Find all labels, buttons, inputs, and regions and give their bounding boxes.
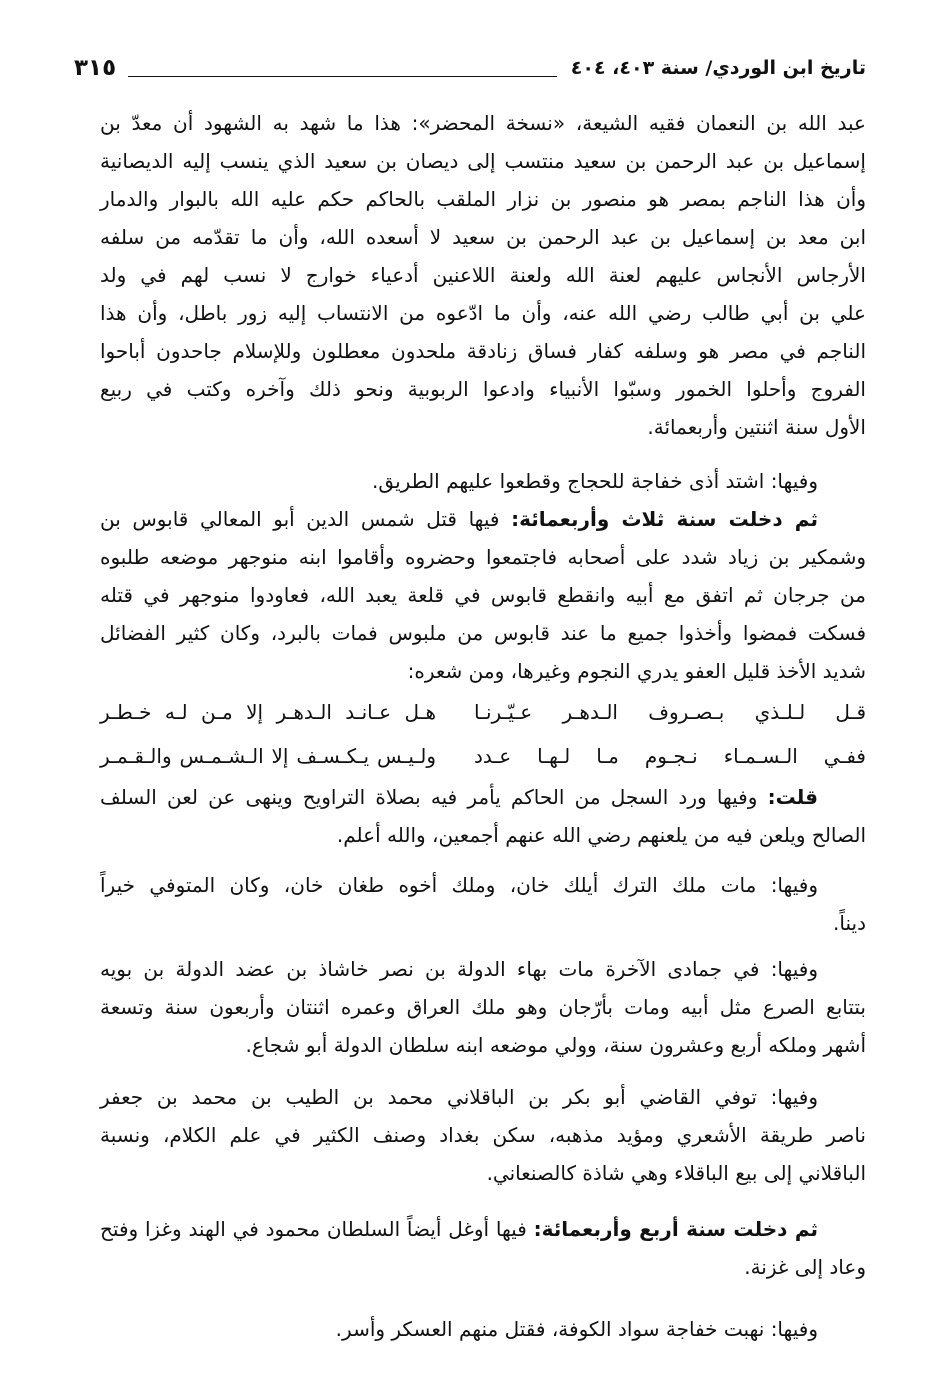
text-line: وشمكير بن زياد شدد على أصحابه فاجتمعوا وحضروه وأقاموا ابنه منوجهر موضعه طلبوه	[100, 545, 866, 569]
text-line: ابن معد بن إسماعيل بن عبد الرحمن بن سعيد لا أسعده الله، وأن ما تقدّمه من سلفه	[100, 225, 866, 249]
text-line: وفيها: مات ملك الترك أيلك خان، وملك أخوه طغان خان، وكان المتوفي خيراً	[100, 873, 818, 897]
text-line	[100, 1210, 866, 1248]
line-text: فيها أوغل أيضاً السلطان محمود في الهند وغزا وفتح	[100, 1217, 527, 1241]
paragraph	[100, 104, 866, 446]
paragraph	[100, 1078, 866, 1192]
line-text: وفيها ورد السجل من الحاكم يأمر فيه بصلاة التراويح وينهى عن لعن السلف	[100, 785, 758, 809]
text-line: وأن هذا الناجم بمصر هو منصور بن نزار الملقب بالحاكم حكم عليه الله بالبوار والدمار	[100, 187, 866, 211]
text-line: الصالح ويلعن فيه من يلعنهم رضي الله عنهم أجمعين، والله أعلم.	[336, 823, 866, 847]
line-text: فيها قتل شمس الدين أبو المعالي قابوس بن	[100, 507, 500, 531]
poem	[100, 690, 866, 778]
text-line: علي بن أبي طالب رضي الله عنه، وأن ما ادّعوه من الانتساب إليه زور باطل، وأن هذا	[100, 301, 866, 325]
text-body	[100, 104, 866, 1348]
text-line: الأرجاس الأنجاس عليهم لعنة الله ولعنة اللاعنين أدعياء خوارج لا نسب لهم في ولد	[100, 263, 866, 287]
paragraph	[100, 462, 866, 500]
text-line	[100, 500, 866, 538]
running-header	[74, 50, 866, 86]
paragraph	[100, 778, 866, 854]
paragraph	[100, 1310, 866, 1348]
text-line: إسماعيل بن عبد الرحمن بن سعيد منتسب إلى ديصان بن سعيد الذي ينسب إليه الديصانية	[100, 149, 866, 173]
text-line: وفيها: توفي القاضي أبو بكر بن الباقلاني محمد بن الطيب بن محمد بن جعفر	[100, 1085, 818, 1109]
section-heading: ثم دخلت سنة أربع وأربعمائة:	[533, 1217, 819, 1241]
text-line: وعاد إلى غزنة.	[744, 1255, 866, 1279]
section-heading: ثم دخلت سنة ثلاث وأربعمائة:	[511, 507, 819, 531]
paragraph	[100, 866, 866, 942]
text-line: وفيها: اشتد أذى خفاجة للحجاج وقطعوا عليهم الطريق.	[372, 469, 818, 493]
hemistich-first: قـل لـلـذي بـصـروف الـدهـر عـيّـرنـا	[474, 700, 866, 724]
verse	[100, 734, 866, 778]
text-line: الباقلاني إلى بيع الباقلاء وهي شاذة كالصنعاني.	[486, 1161, 866, 1185]
hemistich-second: ولـيـس يـكـسـف إلا الـشـمـس والـقـمـر	[100, 744, 436, 768]
text-line: فسكت فمضوا وأخذوا جميع ما عند قابوس من ملبوس فمات بالبرد، وكان كثير الفضائل	[100, 621, 866, 645]
hemistich-second: هـل عـانـد الـدهـر إلا مـن لـه خـطـر	[100, 700, 436, 724]
text-line: وفيها: نهبت خفاجة سواد الكوفة، فقتل منهم العسكر وأسر.	[335, 1317, 818, 1341]
text-line: عبد الله بن النعمان فقيه الشيعة، «نسخة المحضر»: هذا ما شهد به الشهود أن معدّ بن	[100, 111, 866, 135]
text-line	[100, 778, 866, 816]
text-line: ناصر طريقة الأشعري ومؤيد مذهبه، سكن بغداد وصنف الكثير في علم الكلام، ونسبة	[100, 1123, 866, 1147]
text-line: الناجم في مصر هو وسلفه كفار فساق زنادقة ملحدون معطلون وللإسلام جاحدون أباحوا	[100, 339, 866, 363]
text-line: الأول سنة اثنتين وأربعمائة.	[647, 415, 866, 439]
text-line: الفروج وأحلوا الخمور وسبّوا الأنبياء وادعوا الربوبية ونحو ذلك وآخره وكتب في ربيع	[100, 377, 866, 401]
verse	[100, 690, 866, 734]
page-number: ٣١٥	[74, 55, 117, 81]
header-rule	[128, 76, 557, 77]
paragraph	[100, 1210, 866, 1286]
paragraph	[100, 950, 866, 1064]
hemistich-first: ففـي الـسـمـاء نـجـوم مـا لـهـا عـدد	[474, 744, 866, 768]
text-line: وفيها: في جمادى الآخرة مات بهاء الدولة بن نصر خاشاذ بن عضد الدولة بن بويه	[100, 957, 818, 981]
note-label: قلت:	[767, 785, 819, 809]
running-title: تاريخ ابن الوردي/ سنة ٤٠٣، ٤٠٤	[570, 57, 866, 79]
text-line: أشهر وملكه أربع وعشرون سنة، وولي موضعه ابنه سلطان الدولة أبو شجاع.	[245, 1033, 866, 1057]
paragraph	[100, 500, 866, 690]
text-line: ديناً.	[833, 911, 866, 935]
text-line: شديد الأخذ قليل العفو يدري النجوم وغيرها، ومن شعره:	[407, 659, 866, 683]
text-line: بتتابع الصرع مثل أبيه ومات بأرّجان وهو ملك العراق وعمره اثنتان وأربعون سنة وتسعة	[100, 995, 866, 1019]
text-line: من جرجان ثم اتفق مع أبيه وانقطع قابوس في قلعة يعبد الله، فعاودوا منوجهر في قتله	[100, 583, 866, 607]
